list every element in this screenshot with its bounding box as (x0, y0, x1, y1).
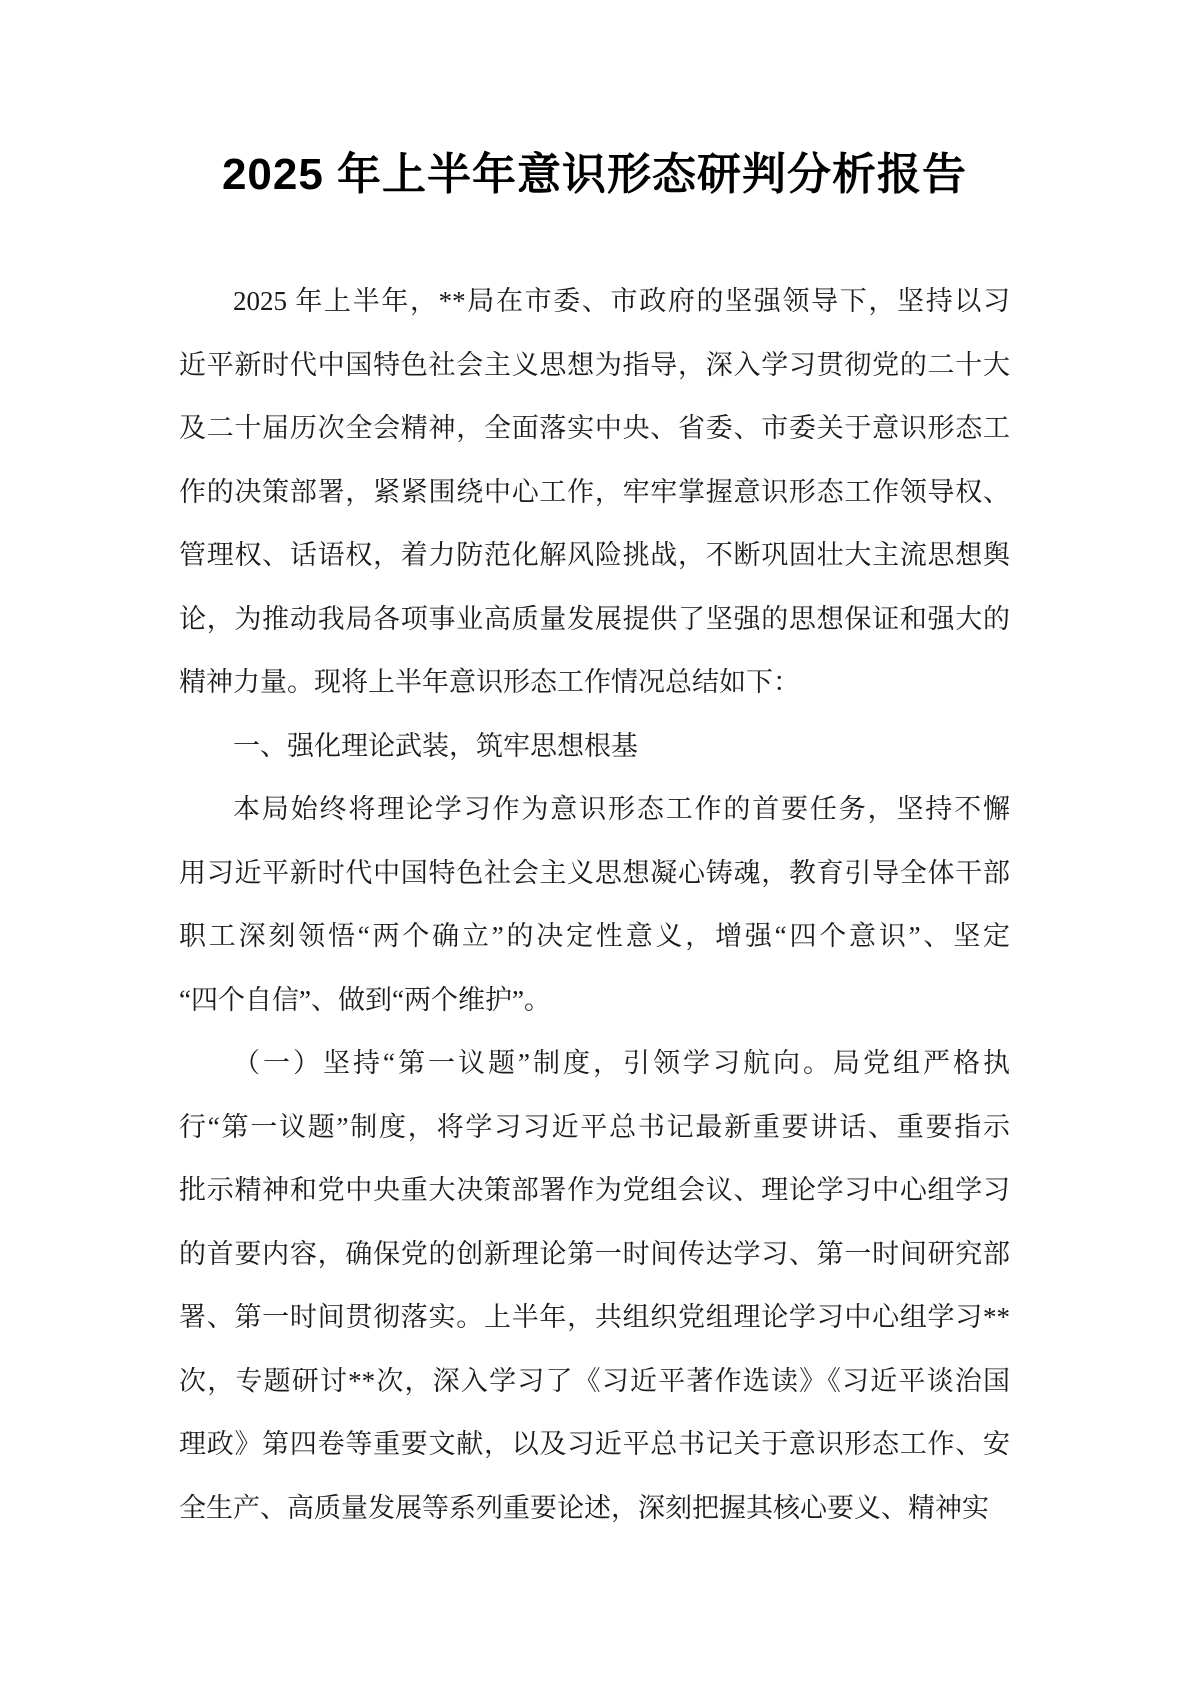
section-heading (179, 715, 1010, 779)
text-line: 的首要内容，确保党的创新理论第一时间传达学习、第一时间研究部 (179, 1238, 1010, 1269)
text-line: 论，为推动我局各项事业高质量发展提供了坚强的思想保证和强大的 (179, 603, 1010, 634)
text-line: （一）坚持“第一议题”制度，引领学习航向。局党组严格执 (233, 1048, 1010, 1078)
text-line: 职工深刻领悟“两个确立”的决定性意义，增强“四个意识”、坚定 (179, 921, 1010, 951)
text-line: 行“第一议题”制度，将学习习近平总书记最新重要讲话、重要指示 (179, 1111, 1010, 1142)
paragraph (179, 270, 1010, 715)
text-line: 2025 年上半年，**局在市委、市政府的坚强领导下，坚持以习 (233, 286, 1010, 316)
text-line: 理政》第四卷等重要文献，以及习近平总书记关于意识形态工作、安 (179, 1429, 1010, 1459)
text-line: 批示精神和党中央重大决策部署作为党组会议、理论学习中心组学习 (179, 1175, 1010, 1205)
text-line: 管理权、话语权，着力防范化解风险挑战，不断巩固壮大主流思想舆 (179, 540, 1010, 570)
text-line: 全生产、高质量发展等系列重要论述，深刻把握其核心要义、精神实 (179, 1492, 989, 1523)
text-line: 本局始终将理论学习作为意识形态工作的首要任务，坚持不懈 (233, 794, 1010, 824)
text-line: 及二十届历次全会精神，全面落实中央、省委、市委关于意识形态工 (179, 413, 1010, 443)
document-title: 2025 年上半年意识形态研判分析报告 (221, 150, 968, 199)
text-line: 一、强化理论武装，筑牢思想根基 (233, 730, 638, 761)
text-line: 精神力量。现将上半年意识形态工作情况总结如下： (179, 667, 800, 697)
text-line: 署、第一时间贯彻落实。上半年，共组织党组理论学习中心组学习** (179, 1302, 1010, 1332)
text-line: 近平新时代中国特色社会主义思想为指导，深入学习贯彻党的二十大 (179, 349, 1010, 380)
text-line: 次，专题研讨**次，深入学习了《习近平著作选读》《习近平谈治国 (179, 1365, 1010, 1396)
text-line: 作的决策部署，紧紧围绕中心工作，牢牢掌握意识形态工作领导权、 (179, 476, 1010, 507)
paragraph (179, 1032, 1010, 1540)
text-line: 用习近平新时代中国特色社会主义思想凝心铸魂，教育引导全体干部 (179, 857, 1010, 888)
document-body (179, 270, 1010, 1540)
paragraph (179, 778, 1010, 1032)
text-line: “四个自信”、做到“两个维护”。 (179, 984, 551, 1015)
